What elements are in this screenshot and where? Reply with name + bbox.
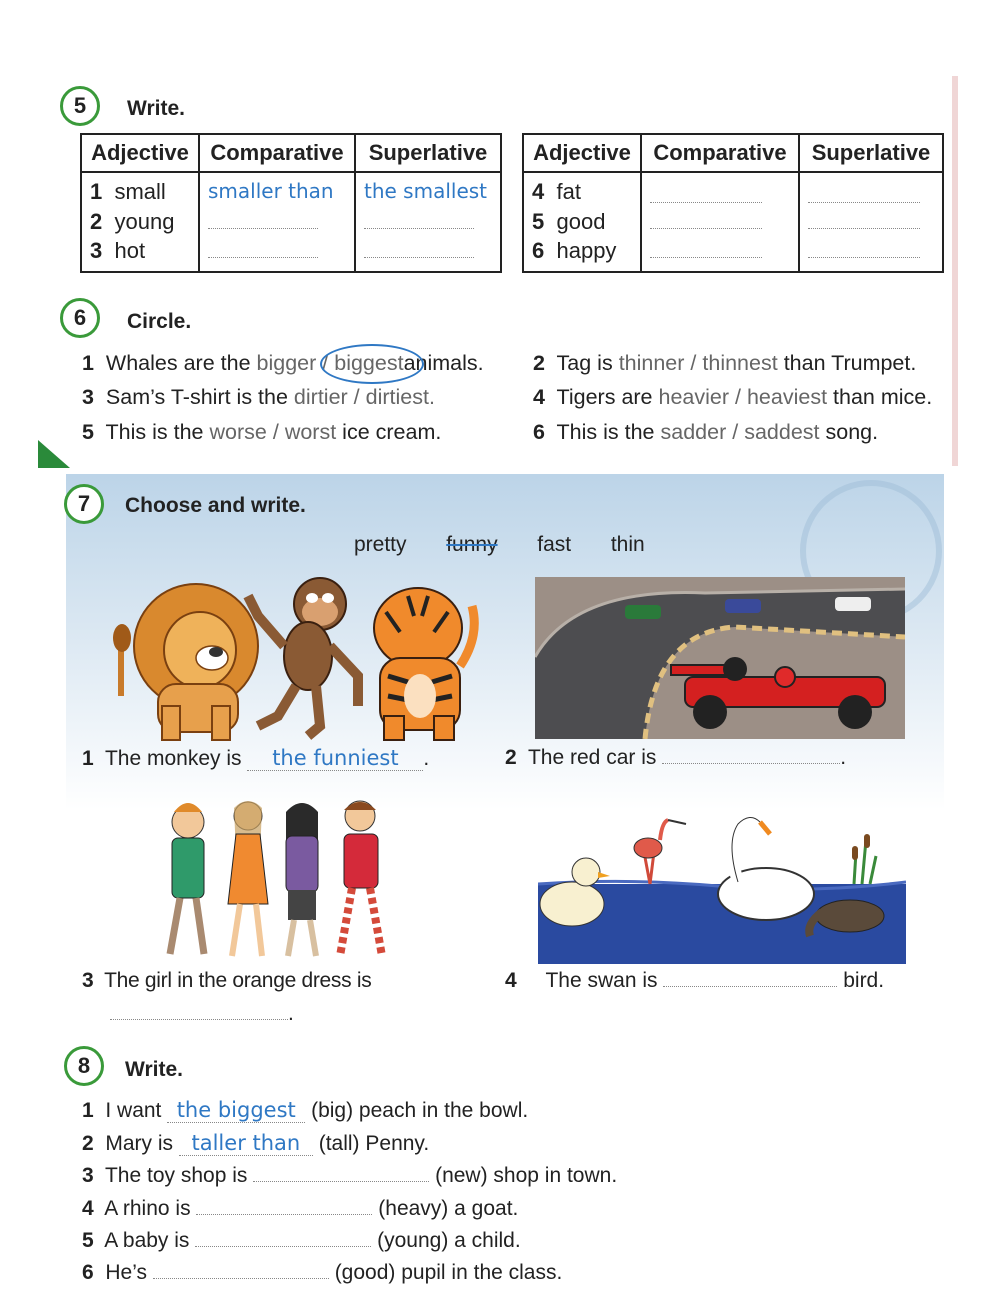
race-car-illustration [535,577,905,739]
answer-field[interactable]: the funniest [247,746,423,771]
exercise-6-badge: 6 [60,298,100,338]
circle-item-3: 3 Sam’s T-shirt is the dirtier / dirtiest. [82,385,435,409]
write-item-6: 6 He’s (good) pupil in the class. [82,1261,563,1284]
exercise-5-badge: 5 [60,86,100,126]
answer-field[interactable]: the biggest [167,1098,305,1123]
question-4: 4 The swan is bird. [505,969,885,992]
circle-item-2: 2 Tag is thinner / thinnest than Trumpet. [533,351,917,375]
answer-field[interactable] [662,763,840,764]
birds-illustration [538,812,906,964]
write-item-3: 3 The toy shop is (new) shop in town. [82,1164,618,1187]
write-item-5: 5 A baby is (young) a child. [82,1229,521,1252]
answer-blank[interactable] [650,202,762,203]
answer-field[interactable] [663,986,837,987]
answer-blank[interactable] [650,257,762,258]
page-edge [952,76,958,466]
answer-field[interactable]: taller than [179,1131,313,1156]
circle-item-6: 6 This is the sadder / saddest song. [533,420,879,444]
question-3-blank-row: . [110,1002,294,1026]
question-3: 3 The girl in the orange dress is [82,969,372,992]
answer-blank[interactable] [808,257,920,258]
circle-item-5: 5 This is the worse / worst ice cream. [82,420,442,444]
superlative-column: the smallest [355,172,501,272]
write-item-1: 1 I want the biggest (big) peach in the bowl. [82,1098,529,1122]
circled-answer[interactable]: biggest [334,351,403,375]
swan [718,817,814,920]
answer-blank[interactable] [364,228,474,229]
answer-blank[interactable] [650,228,762,229]
answer-field[interactable] [110,1019,288,1020]
exercise-5-title: Write. [127,97,185,120]
question-2: 2 The red car is . [505,746,847,769]
answer-field[interactable] [196,1214,372,1215]
ex5-left-table: Adjective Comparative Superlative 1 small 2 young 3 hot smaller than the smallest [80,133,502,273]
answer-blank[interactable] [364,257,474,258]
exercise-8-title: Write. [125,1058,183,1081]
circle-item-1: 1 Whales are the bigger / biggest animals. [82,351,484,376]
reeds [852,834,876,884]
answer-field[interactable] [253,1181,429,1182]
exercise-7-title: Choose and write. [125,494,306,517]
flamingo [634,820,686,884]
word-bank: pretty funny fast thin [354,533,645,556]
circle-item-4: 4 Tigers are heavier / heaviest than mice. [533,385,933,409]
exercise-8-badge: 8 [64,1046,104,1086]
answer-field[interactable] [153,1278,329,1279]
animals-illustration [108,576,488,742]
ex5-right-table: Adjective Comparative Superlative 4 fat 5 good 6 happy [522,133,944,273]
answer-blank[interactable] [808,228,920,229]
monkey [248,578,358,736]
comparative-column: smaller than [199,172,355,272]
answer-blank[interactable] [208,228,318,229]
lion [113,584,258,740]
answer-circle [320,344,424,384]
answer-blank[interactable] [808,202,920,203]
duck [540,858,610,926]
write-item-2: 2 Mary is taller than (tall) Penny. [82,1131,430,1155]
answer-blank[interactable] [208,257,318,258]
exercise-6-title: Circle. [127,310,192,333]
tiger [374,588,474,740]
question-1: 1 The monkey is the funniest . [82,746,430,770]
girls-illustration [156,794,392,964]
adjective-column: 1 small 2 young 3 hot [81,172,199,272]
write-item-4: 4 A rhino is (heavy) a goat. [82,1197,519,1220]
green-corner-decoration [38,436,72,468]
answer-field[interactable] [195,1246,371,1247]
exercise-7-badge: 7 [64,484,104,524]
